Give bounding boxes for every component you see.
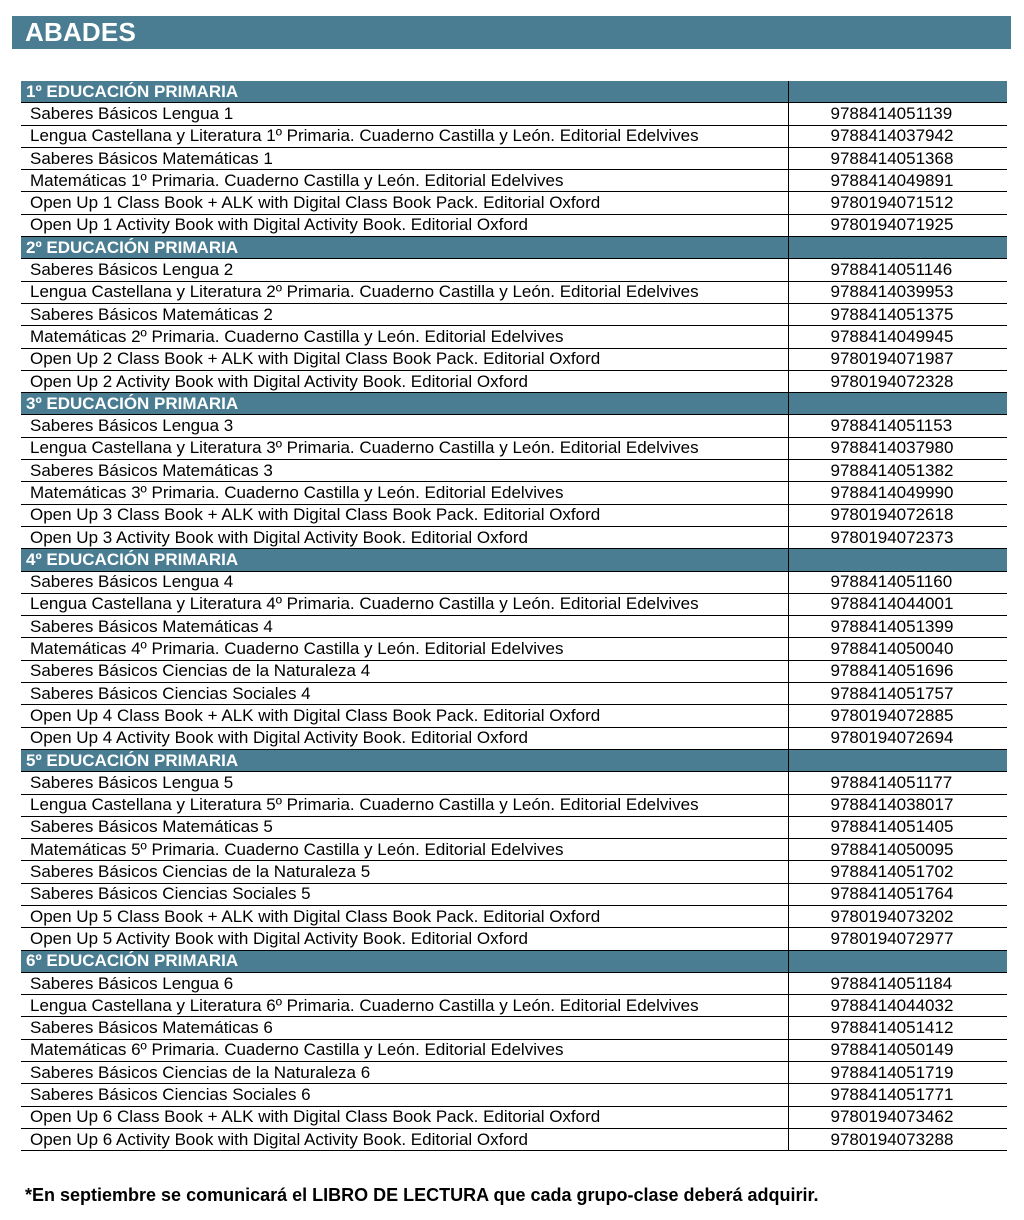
book-isbn: 9788414051139	[788, 103, 1007, 125]
book-title: Matemáticas 3º Primaria. Cuaderno Castilla y León. Editorial Edelvives	[21, 482, 788, 504]
book-row	[21, 638, 1007, 660]
book-isbn: 9788414051375	[788, 303, 1007, 325]
book-row	[21, 526, 1007, 548]
grade-header-row	[21, 237, 1007, 259]
book-isbn: 9780194073288	[788, 1128, 1007, 1150]
book-row	[21, 616, 1007, 638]
grade-header-empty-cell	[788, 950, 1007, 972]
book-list-table	[21, 81, 1007, 1151]
book-isbn: 9788414050095	[788, 839, 1007, 861]
book-row	[21, 281, 1007, 303]
book-row	[21, 303, 1007, 325]
book-title: Saberes Básicos Lengua 4	[21, 571, 788, 593]
book-title: Open Up 4 Activity Book with Digital Activity Book. Editorial Oxford	[21, 727, 788, 749]
grade-heading: 2º EDUCACIÓN PRIMARIA	[21, 237, 788, 259]
book-isbn: 9780194072977	[788, 928, 1007, 950]
book-isbn: 9788414051764	[788, 883, 1007, 905]
book-row	[21, 972, 1007, 994]
book-row	[21, 460, 1007, 482]
book-title: Saberes Básicos Lengua 1	[21, 103, 788, 125]
book-row	[21, 415, 1007, 437]
book-row	[21, 839, 1007, 861]
book-title: Open Up 3 Activity Book with Digital Activity Book. Editorial Oxford	[21, 526, 788, 548]
book-title: Open Up 1 Class Book + ALK with Digital Class Book Pack. Editorial Oxford	[21, 192, 788, 214]
book-row	[21, 1062, 1007, 1084]
book-title: Saberes Básicos Ciencias Sociales 6	[21, 1084, 788, 1106]
book-title: Saberes Básicos Lengua 2	[21, 259, 788, 281]
book-row	[21, 995, 1007, 1017]
book-isbn: 9788414038017	[788, 794, 1007, 816]
book-row	[21, 437, 1007, 459]
book-isbn: 9788414051771	[788, 1084, 1007, 1106]
book-title: Matemáticas 2º Primaria. Cuaderno Castilla y León. Editorial Edelvives	[21, 326, 788, 348]
book-title: Open Up 6 Class Book + ALK with Digital Class Book Pack. Editorial Oxford	[21, 1106, 788, 1128]
book-isbn: 9788414050040	[788, 638, 1007, 660]
book-row	[21, 571, 1007, 593]
book-row	[21, 259, 1007, 281]
book-isbn: 9788414050149	[788, 1039, 1007, 1061]
book-isbn: 9780194073202	[788, 905, 1007, 927]
book-row	[21, 125, 1007, 147]
grade-header-row	[21, 950, 1007, 972]
grade-header-row	[21, 549, 1007, 571]
book-title: Open Up 5 Class Book + ALK with Digital Class Book Pack. Editorial Oxford	[21, 905, 788, 927]
book-row	[21, 504, 1007, 526]
book-isbn: 9788414037980	[788, 437, 1007, 459]
book-isbn: 9780194072373	[788, 526, 1007, 548]
grade-header-empty-cell	[788, 237, 1007, 259]
reading-book-footnote: *En septiembre se comunicará el LIBRO DE LECTURA que cada grupo-clase deberá adquirir.	[25, 1185, 819, 1205]
book-isbn: 9788414051399	[788, 616, 1007, 638]
grade-header-empty-cell	[788, 749, 1007, 771]
book-row	[21, 482, 1007, 504]
book-isbn: 9788414044032	[788, 995, 1007, 1017]
book-title: Lengua Castellana y Literatura 5º Primaria. Cuaderno Castilla y León. Editorial Edelvives	[21, 794, 788, 816]
book-isbn: 9788414051382	[788, 460, 1007, 482]
book-isbn: 9788414039953	[788, 281, 1007, 303]
book-row	[21, 794, 1007, 816]
book-title: Matemáticas 5º Primaria. Cuaderno Castilla y León. Editorial Edelvives	[21, 839, 788, 861]
book-title: Open Up 1 Activity Book with Digital Activity Book. Editorial Oxford	[21, 214, 788, 236]
book-title: Saberes Básicos Matemáticas 4	[21, 616, 788, 638]
book-isbn: 9780194071512	[788, 192, 1007, 214]
book-isbn: 9788414051146	[788, 259, 1007, 281]
book-title: Saberes Básicos Ciencias de la Naturaleza 6	[21, 1062, 788, 1084]
book-isbn: 9788414049891	[788, 170, 1007, 192]
book-title: Open Up 3 Class Book + ALK with Digital Class Book Pack. Editorial Oxford	[21, 504, 788, 526]
book-row	[21, 1084, 1007, 1106]
book-row	[21, 192, 1007, 214]
book-isbn: 9780194072885	[788, 705, 1007, 727]
book-title: Saberes Básicos Matemáticas 6	[21, 1017, 788, 1039]
book-row	[21, 103, 1007, 125]
book-isbn: 9788414037942	[788, 125, 1007, 147]
book-row	[21, 683, 1007, 705]
book-title: Lengua Castellana y Literatura 3º Primaria. Cuaderno Castilla y León. Editorial Edelvives	[21, 437, 788, 459]
book-title: Saberes Básicos Ciencias de la Naturaleza 5	[21, 861, 788, 883]
grade-header-row	[21, 393, 1007, 415]
book-title: Saberes Básicos Matemáticas 5	[21, 816, 788, 838]
book-row	[21, 705, 1007, 727]
book-row	[21, 147, 1007, 169]
book-title: Matemáticas 1º Primaria. Cuaderno Castilla y León. Editorial Edelvives	[21, 170, 788, 192]
book-row	[21, 1106, 1007, 1128]
grade-header-empty-cell	[788, 393, 1007, 415]
book-title: Saberes Básicos Matemáticas 3	[21, 460, 788, 482]
grade-header-row	[21, 749, 1007, 771]
book-title: Saberes Básicos Ciencias Sociales 4	[21, 683, 788, 705]
book-isbn: 9788414051177	[788, 772, 1007, 794]
book-title: Lengua Castellana y Literatura 1º Primaria. Cuaderno Castilla y León. Editorial Edelvives	[21, 125, 788, 147]
book-isbn: 9788414051696	[788, 660, 1007, 682]
book-list-body	[21, 81, 1007, 1151]
grade-header-empty-cell	[788, 549, 1007, 571]
book-row	[21, 928, 1007, 950]
book-row	[21, 905, 1007, 927]
book-isbn: 9788414051719	[788, 1062, 1007, 1084]
book-row	[21, 727, 1007, 749]
book-title: Saberes Básicos Lengua 3	[21, 415, 788, 437]
book-row	[21, 772, 1007, 794]
book-isbn: 9788414051368	[788, 147, 1007, 169]
book-isbn: 9788414051184	[788, 972, 1007, 994]
book-row	[21, 1017, 1007, 1039]
book-title: Saberes Básicos Lengua 5	[21, 772, 788, 794]
school-name-banner: ABADES	[12, 16, 1011, 49]
book-isbn: 9788414051405	[788, 816, 1007, 838]
book-row	[21, 348, 1007, 370]
book-row	[21, 660, 1007, 682]
book-isbn: 9780194073462	[788, 1106, 1007, 1128]
book-row	[21, 861, 1007, 883]
book-title: Open Up 4 Class Book + ALK with Digital Class Book Pack. Editorial Oxford	[21, 705, 788, 727]
book-title: Saberes Básicos Ciencias de la Naturaleza 4	[21, 660, 788, 682]
book-row	[21, 816, 1007, 838]
book-isbn: 9780194071925	[788, 214, 1007, 236]
book-title: Lengua Castellana y Literatura 2º Primaria. Cuaderno Castilla y León. Editorial Edelvives	[21, 281, 788, 303]
book-row	[21, 326, 1007, 348]
book-title: Open Up 2 Activity Book with Digital Activity Book. Editorial Oxford	[21, 370, 788, 392]
book-title: Saberes Básicos Lengua 6	[21, 972, 788, 994]
book-isbn: 9788414051153	[788, 415, 1007, 437]
grade-header-row	[21, 81, 1007, 103]
book-isbn: 9780194071987	[788, 348, 1007, 370]
book-row	[21, 593, 1007, 615]
book-isbn: 9788414051412	[788, 1017, 1007, 1039]
book-title: Saberes Básicos Ciencias Sociales 5	[21, 883, 788, 905]
book-title: Lengua Castellana y Literatura 6º Primaria. Cuaderno Castilla y León. Editorial Edelvives	[21, 995, 788, 1017]
book-title: Lengua Castellana y Literatura 4º Primaria. Cuaderno Castilla y León. Editorial Edelvives	[21, 593, 788, 615]
grade-heading: 1º EDUCACIÓN PRIMARIA	[21, 81, 788, 103]
book-row	[21, 370, 1007, 392]
book-isbn: 9788414049990	[788, 482, 1007, 504]
grade-header-empty-cell	[788, 81, 1007, 103]
book-title: Saberes Básicos Matemáticas 1	[21, 147, 788, 169]
book-isbn: 9780194072328	[788, 370, 1007, 392]
book-row	[21, 170, 1007, 192]
book-title: Matemáticas 6º Primaria. Cuaderno Castilla y León. Editorial Edelvives	[21, 1039, 788, 1061]
book-isbn: 9788414051160	[788, 571, 1007, 593]
book-isbn: 9788414051702	[788, 861, 1007, 883]
book-isbn: 9788414044001	[788, 593, 1007, 615]
book-isbn: 9780194072618	[788, 504, 1007, 526]
book-row	[21, 883, 1007, 905]
book-row	[21, 1039, 1007, 1061]
book-title: Open Up 6 Activity Book with Digital Activity Book. Editorial Oxford	[21, 1128, 788, 1150]
grade-heading: 3º EDUCACIÓN PRIMARIA	[21, 393, 788, 415]
book-isbn: 9788414051757	[788, 683, 1007, 705]
book-isbn: 9780194072694	[788, 727, 1007, 749]
grade-heading: 6º EDUCACIÓN PRIMARIA	[21, 950, 788, 972]
book-isbn: 9788414049945	[788, 326, 1007, 348]
book-title: Matemáticas 4º Primaria. Cuaderno Castilla y León. Editorial Edelvives	[21, 638, 788, 660]
book-title: Open Up 5 Activity Book with Digital Activity Book. Editorial Oxford	[21, 928, 788, 950]
grade-heading: 5º EDUCACIÓN PRIMARIA	[21, 749, 788, 771]
book-row	[21, 1128, 1007, 1150]
book-title: Saberes Básicos Matemáticas 2	[21, 303, 788, 325]
grade-heading: 4º EDUCACIÓN PRIMARIA	[21, 549, 788, 571]
book-title: Open Up 2 Class Book + ALK with Digital Class Book Pack. Editorial Oxford	[21, 348, 788, 370]
book-row	[21, 214, 1007, 236]
